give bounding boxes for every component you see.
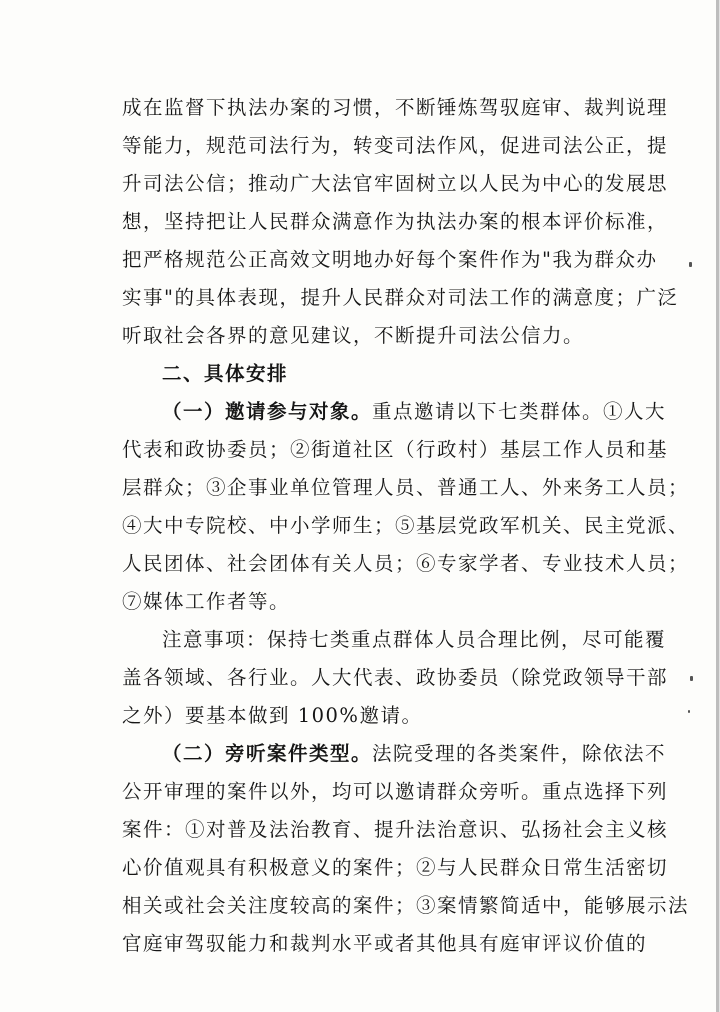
para1-line-3: 升司法公信；推动广大法官牢固树立以人民为中心的发展思: [122, 172, 669, 195]
item2-line-6: 官庭审驾驭能力和裁判水平或者其他具有庭审评议价值的: [122, 932, 648, 955]
item2-line-1: 法院受理的各类案件，除依法不: [372, 742, 667, 765]
item2-line-3: 案件：①对普及法治教育、提升法治意识、弘扬社会主义核: [122, 818, 669, 841]
item2-first-line: [162, 742, 667, 766]
item1-line-5: 人民团体、社会团体有关人员；⑥专家学者、专业技术人员；: [122, 552, 690, 575]
item2-heading: （二）旁听案件类型。: [162, 742, 373, 765]
item1-line-3: 层群众；③企事业单位管理人员、普通工人、外来务工人员；: [122, 476, 690, 499]
item2-line-4: 心价值观具有积极意义的案件；②与人民群众日常生活密切: [122, 856, 669, 879]
item1-first-line: [162, 400, 667, 424]
para1-line-2: 等能力，规范司法行为，转变司法作风，促进司法公正，提: [122, 134, 669, 157]
note-line-2: 盖各领域、各行业。人大代表、政协委员（除党政领导干部: [122, 666, 669, 689]
item1-heading: （一）邀请参与对象。: [162, 400, 373, 423]
para1-line-1: 成在监督下执法办案的习惯，不断锤炼驾驭庭审、裁判说理: [122, 96, 669, 119]
page-edge-shadow: [716, 0, 719, 1012]
note-line-1: 注意事项：保持七类重点群体人员合理比例，尽可能覆: [162, 628, 667, 651]
scan-speck: [690, 676, 693, 681]
para1-line-5: 把严格规范公正高效文明地办好每个案件作为"我为群众办: [122, 248, 658, 271]
item1-line-6: ⑦媒体工作者等。: [122, 590, 291, 613]
item1-line-4: ④大中专院校、中小学师生；⑤基层党政军机关、民主党派、: [122, 514, 690, 537]
item1-line-2: 代表和政协委员；②街道社区（行政村）基层工作人员和基: [122, 438, 669, 461]
para1-line-4: 想，坚持把让人民群众满意作为执法办案的根本评价标准，: [122, 210, 669, 233]
section-2-heading: 二、具体安排: [162, 362, 289, 385]
para1-line-6: 实事"的具体表现，提升人民群众对司法工作的满意度；广泛: [122, 286, 679, 309]
item2-line-5: 相关或社会关注度较高的案件；③案情繁简适中，能够展示法: [122, 894, 690, 917]
scan-speck: [689, 262, 692, 267]
scan-speck: [688, 710, 690, 713]
para1-line-7: 听取社会各界的意见建议，不断提升司法公信力。: [122, 324, 585, 347]
item1-line-1: 重点邀请以下七类群体。①人大: [372, 400, 667, 423]
item2-line-2: 公开审理的案件以外，均可以邀请群众旁听。重点选择下列: [122, 780, 669, 803]
note-line-3: 之外）要基本做到 100%邀请。: [122, 704, 423, 727]
